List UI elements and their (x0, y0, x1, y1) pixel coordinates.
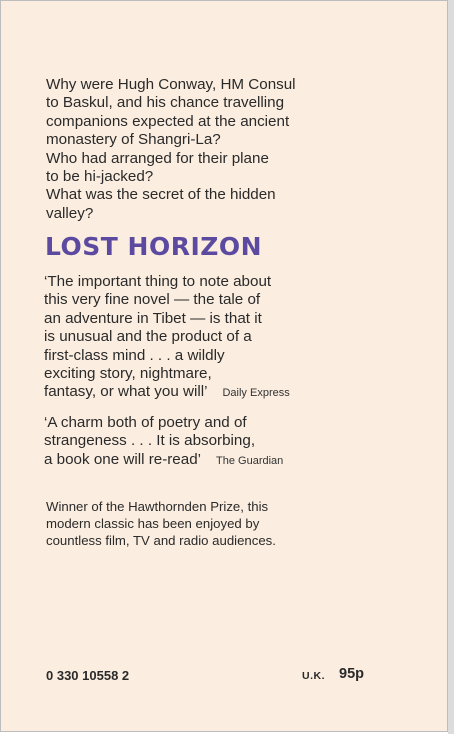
quote-line-last (44, 383, 424, 402)
quote-line: is unusual and the product of a (44, 328, 252, 346)
review-quote-guardian (44, 414, 424, 470)
price: 95p (339, 666, 364, 682)
quote-line-text: fantasy, or what you will’ (44, 383, 208, 401)
price-region: U.K. (302, 670, 325, 682)
scan-edge-shadow (448, 0, 454, 734)
quote-line: ‘The important thing to note about (44, 273, 272, 290)
quote-line: an adventure in Tibet — is that it (44, 309, 262, 327)
quote-line-text: a book one will re-read’ (44, 450, 202, 468)
award-text: Winner of the Hawthornden Prize, this modern classic has been enjoyed by countless film, TV and radio audiences. (46, 499, 276, 548)
review-quote-daily-express (44, 273, 424, 403)
quote-line: first-class mind . . . a wildly (44, 346, 225, 364)
quote-source: The Guardian (216, 454, 284, 467)
quote-line: exciting story, nightmare, (44, 365, 212, 383)
book-title: LOST HORIZON (45, 232, 263, 261)
blurb-questions: Why were Hugh Conway, HM Consul to Baskul, and his chance travelling companions expected at the ancient monastery of Shangri-La? Who had arranged for their plane to be hi-jacked? What was the secret of the hidden valley? (46, 76, 296, 222)
quote-line: strangeness . . . It is absorbing, (44, 432, 256, 450)
quote-source: Daily Express (222, 387, 290, 400)
quote-line: ‘A charm both of poetry and of (44, 414, 247, 431)
quote-line-last (44, 451, 424, 470)
quote-line: this very fine novel — the tale of (44, 291, 261, 309)
isbn-number: 0 330 10558 2 (46, 668, 130, 683)
